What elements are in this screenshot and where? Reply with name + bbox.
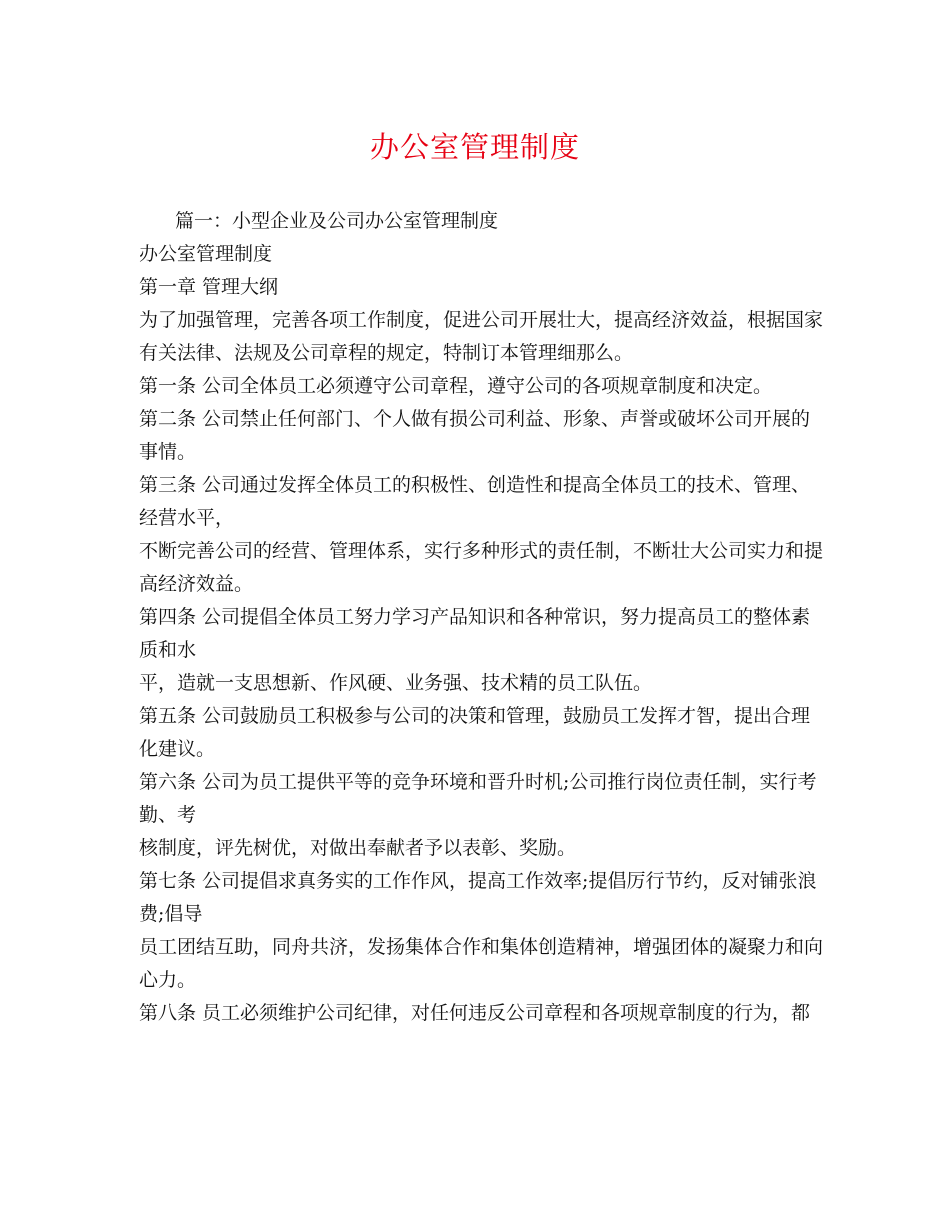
article-line: 第五条 公司鼓励员工积极参与公司的决策和管理，鼓励员工发挥才智，提出合理 bbox=[139, 705, 811, 727]
text-line: 有关法律、法规及公司章程的规定，特制订本管理细那么。 bbox=[139, 342, 634, 364]
text-line: 不断完善公司的经营、管理体系，实行多种形式的责任制，不断壮大公司实力和提 bbox=[139, 540, 824, 562]
text-line: 质和水 bbox=[139, 639, 197, 661]
text-line: 化建议。 bbox=[139, 738, 216, 760]
text-line: 事情。 bbox=[139, 441, 197, 463]
article-line: 第八条 员工必须维护公司纪律，对任何违反公司章程和各项规章制度的行为，都 bbox=[139, 1002, 811, 1024]
text-line: 高经济效益。 bbox=[139, 573, 254, 595]
article-line: 第七条 公司提倡求真务实的工作作风，提高工作效率;提倡厉行节约，反对铺张浪 bbox=[139, 870, 817, 892]
text-line: 费;倡导 bbox=[139, 903, 203, 925]
article-line: 第六条 公司为员工提供平等的竞争环境和晋升时机;公司推行岗位责任制，实行考 bbox=[139, 771, 817, 793]
text-line: 为了加强管理，完善各项工作制度，促进公司开展壮大，提高经济效益，根据国家 bbox=[139, 309, 824, 331]
text-line: 平，造就一支思想新、作风硬、业务强、技术精的员工队伍。 bbox=[139, 672, 653, 694]
text-line: 心力。 bbox=[139, 969, 197, 991]
document-title: 办公室管理制度 bbox=[369, 130, 580, 164]
chapter-heading: 第一章 管理大纲 bbox=[139, 276, 279, 298]
text-line: 勤、考 bbox=[139, 804, 197, 826]
article-line: 第三条 公司通过发挥全体员工的积极性、创造性和提高全体员工的技术、管理、 bbox=[139, 474, 811, 496]
text-line: 核制度，评先树优，对做出奉献者予以表彰、奖励。 bbox=[139, 837, 577, 859]
article-line: 第一条 公司全体员工必须遵守公司章程，遵守公司的各项规章制度和决定。 bbox=[139, 375, 773, 397]
article-line: 第四条 公司提倡全体员工努力学习产品知识和各种常识，努力提高员工的整体素 bbox=[139, 606, 811, 628]
article-line: 第二条 公司禁止任何部门、个人做有损公司利益、形象、声誉或破坏公司开展的 bbox=[139, 408, 811, 430]
section-heading: 篇一：小型企业及公司办公室管理制度 bbox=[175, 210, 499, 232]
document-body bbox=[139, 205, 824, 1030]
text-line: 经营水平， bbox=[139, 507, 235, 529]
subtitle-line: 办公室管理制度 bbox=[139, 243, 273, 265]
text-line: 员工团结互助，同舟共济，发扬集体合作和集体创造精神，增强团体的凝聚力和向 bbox=[139, 936, 824, 958]
